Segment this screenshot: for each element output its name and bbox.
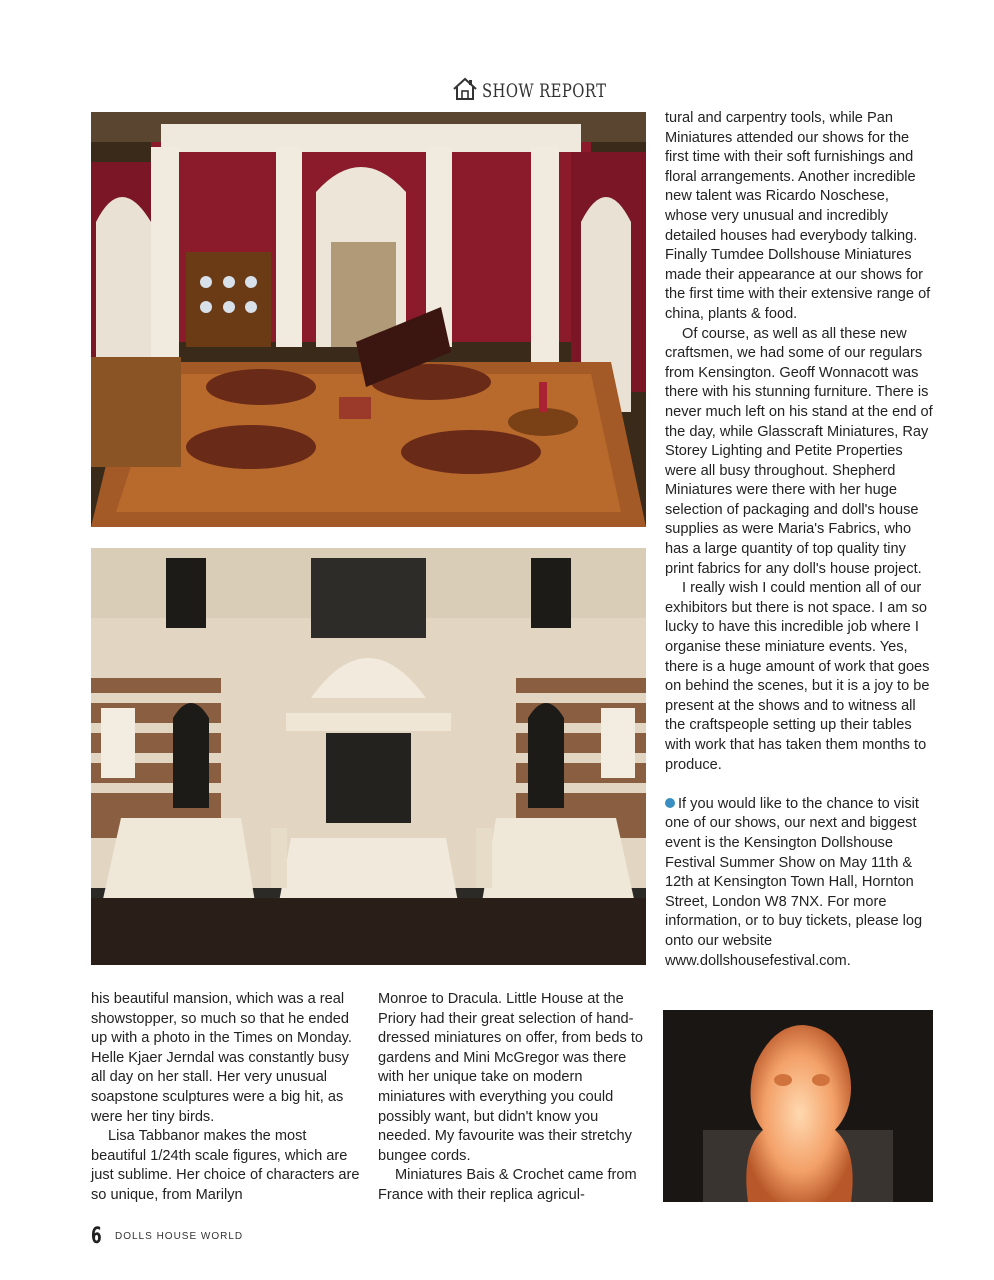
event-info-text: If you would like to the chance to visit one of our shows, our next and biggest event is the Kensington Dollshouse Festival Summer Show on May 11th & 12th at Kensington Town Hall, Hornton Street, London W8 7NX. For more information, or to buy tickets, please log onto our website www.dollshousefestival.com. xyxy=(665,795,923,969)
section-header xyxy=(452,76,607,106)
event-info-paragraph xyxy=(665,795,935,971)
bottom-left-text-column xyxy=(91,990,361,1206)
page-footer xyxy=(91,1224,243,1249)
bottom-left-paragraph-1: his beautiful mansion, which was a real showstopper, so much so that he ended up with a photo in the Times on Monday. Helle Kjaer Jerndal was constantly busy all day on her stall. Her very unusual soapstone sculptures were a big hit, as were her tiny birds. xyxy=(91,991,352,1125)
bottom-middle-paragraph-2: Miniatures Bais & Crochet came from France with their replica agricul- xyxy=(378,1167,637,1203)
sculpture-photo xyxy=(663,1010,933,1202)
right-paragraph-1: tural and carpentry tools, while Pan Miniatures attended our shows for the first time with their soft furnishings and floral arrangements. Another incredible new talent was Ricardo Noschese, whose very unusual and incredibly detailed houses had everybody talking. Finally Tumdee Dollshouse Miniatures made their appearance at our shows for the first time with their extensive range of china, plants & food. xyxy=(665,110,931,322)
right-paragraph-3: I really wish I could mention all of our exhibitors but there is not space. I am so lucky to have this incredible job where I organise these miniature events. Yes, there is a huge amount of work that goes on behind the scenes, but it is a joy to be present at the shows and to witness all the craftspeople setting up their tables with work that has taken them months to produce. xyxy=(665,580,930,773)
mansion-facade-photo xyxy=(91,548,646,965)
publication-name: DOLLS HOUSE WORLD xyxy=(115,1231,244,1242)
bottom-left-paragraph-2: Lisa Tabbanor makes the most beautiful 1/24th scale figures, which are just sublime. Her choice of characters are so unique, from Marilyn xyxy=(91,1128,360,1203)
section-title: SHOW REPORT xyxy=(482,80,607,102)
bullet-icon xyxy=(665,798,675,808)
bottom-middle-text-column xyxy=(378,990,648,1206)
room-box-photo xyxy=(91,112,646,527)
right-paragraph-2: Of course, as well as all these new craftsmen, we had some of our regulars from Kensington. Geoff Wonnacott was there with his stunning furniture. There is never much left on his stand at the end of the day, while Glasscraft Miniatures, Ray Storey Lighting and Petite Properties were all busy throughout. Shepherd Miniatures were there with her huge selection of packaging and doll's house supplies as were Maria's Fabrics, who has a large quantity of top quality tiny print fabrics for any doll's house project. xyxy=(665,325,933,577)
bottom-middle-paragraph-1: Monroe to Dracula. Little House at the Priory had their great selection of hand-dressed miniatures on offer, from beds to gardens and Mini McGregor was there with her unique take on modern miniatures with everything you could possibly want, but didn't know you needed. My favourite was their stretchy bungee cords. xyxy=(378,991,643,1164)
house-icon xyxy=(452,76,478,107)
page-number: 6 xyxy=(91,1224,102,1249)
right-text-column xyxy=(665,109,935,971)
